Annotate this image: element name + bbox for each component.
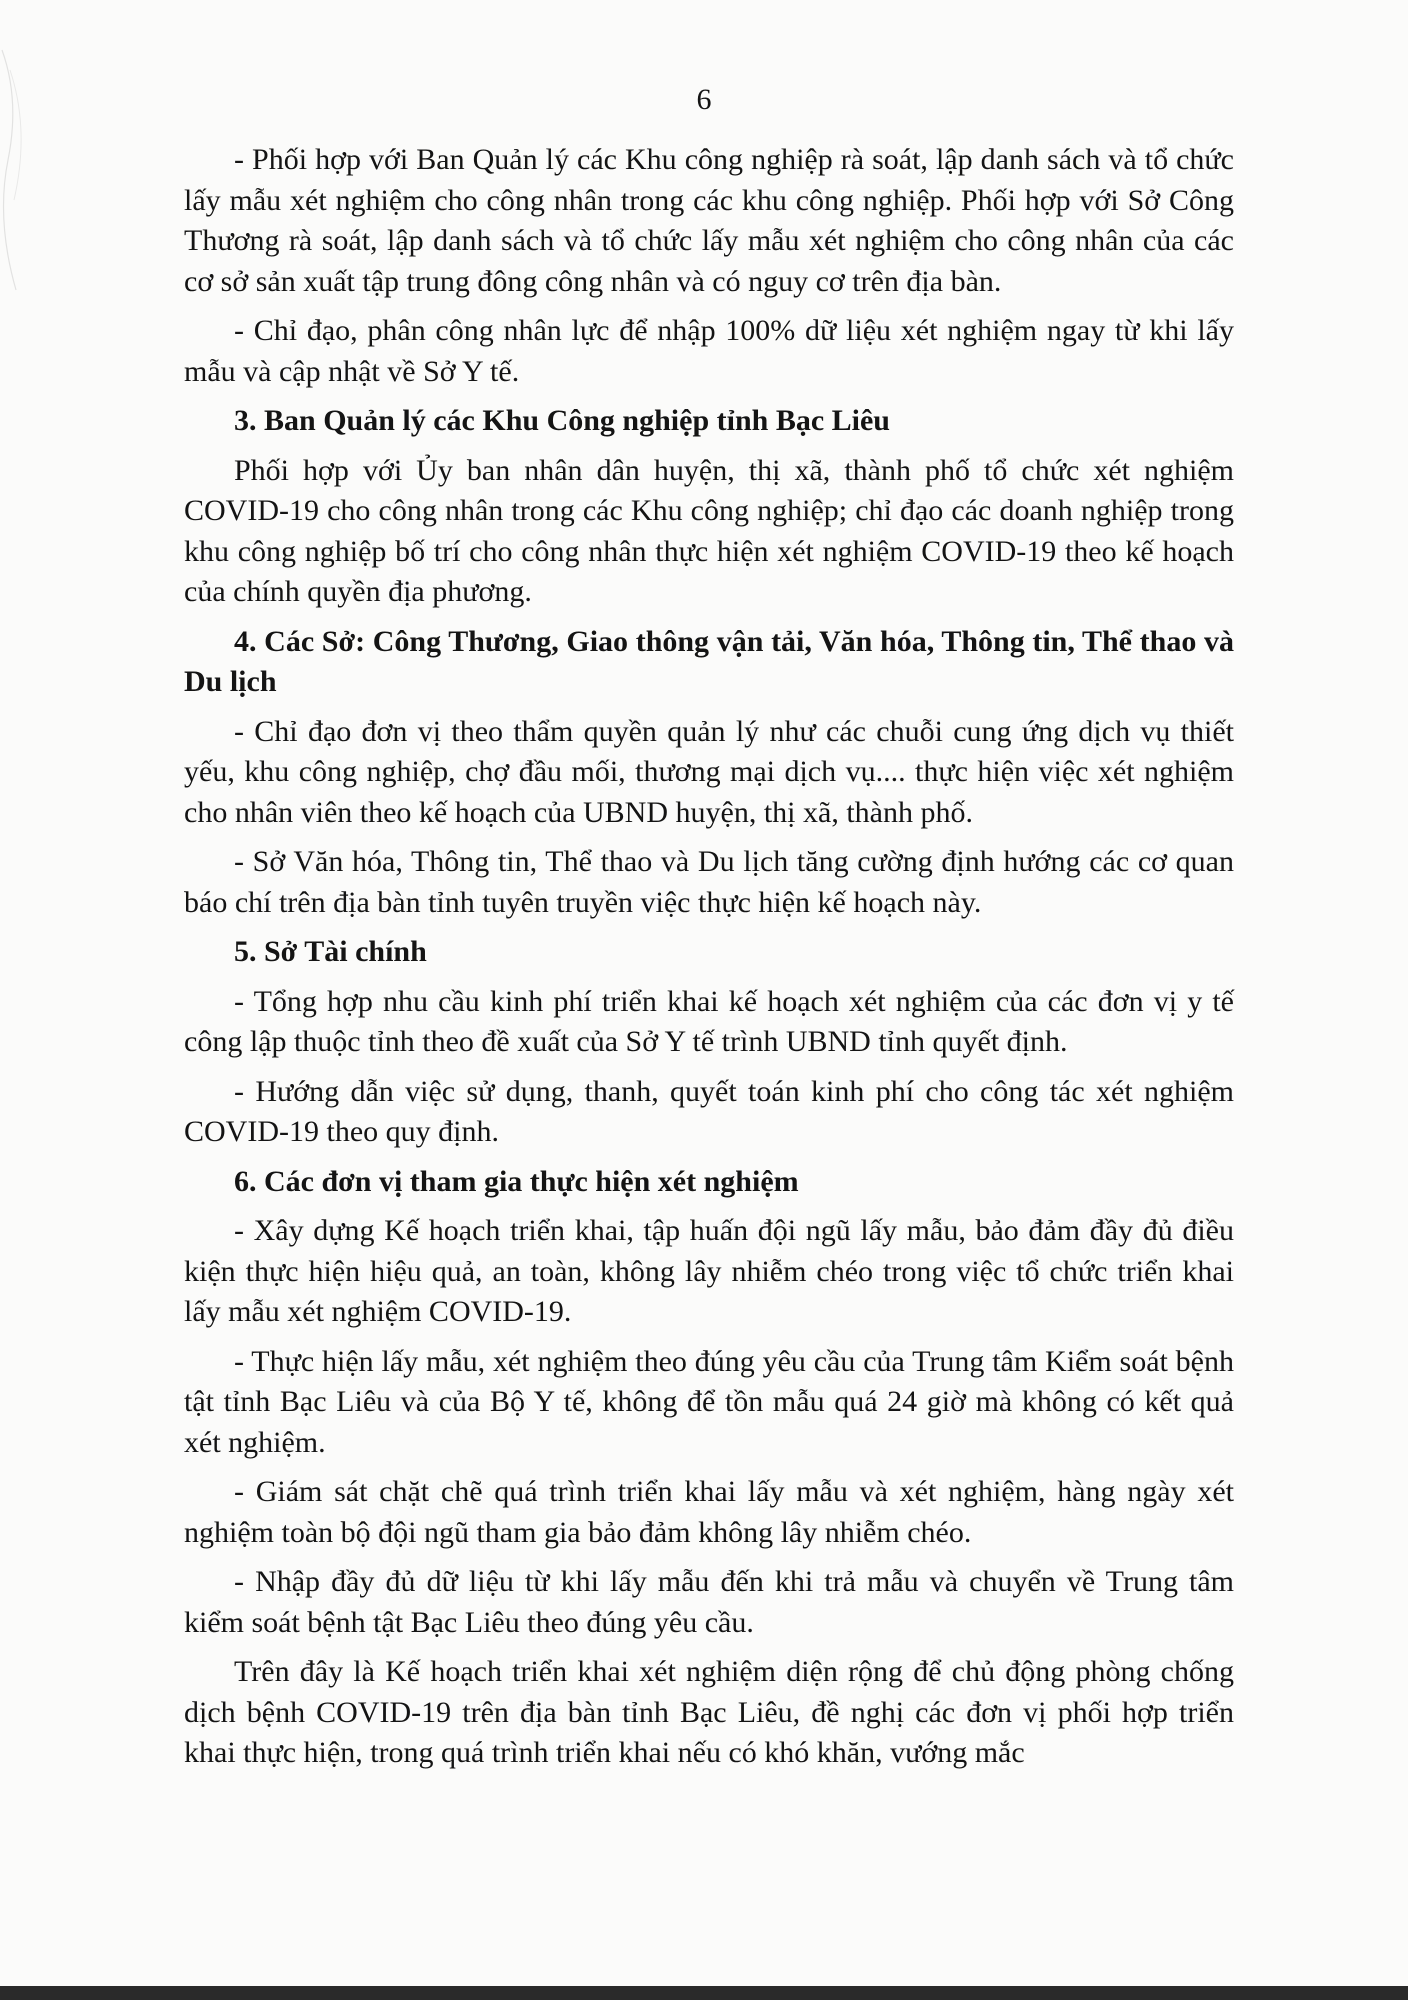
heading-section-6: 6. Các đơn vị tham gia thực hiện xét nghiệm	[234, 1164, 799, 1198]
paragraph-closing: Trên đây là Kế hoạch triển khai xét nghiệm diện rộng để chủ động phòng chống dịch bệnh COVID-19 trên địa bàn tỉnh Bạc Liêu, đề nghị các đơn vị phối hợp triển khai thực hiện, trong quá trình triển khai nếu có khó khăn, vướng mắc	[184, 1655, 1234, 1769]
scan-bottom-edge	[0, 1986, 1408, 2000]
document-body	[184, 140, 1234, 1783]
paragraph-section-6-supervision: - Giám sát chặt chẽ quá trình triển khai lấy mẫu và xét nghiệm, hàng ngày xét nghiệm toàn bộ đội ngũ tham gia bảo đảm không lây nhiễm chéo.	[184, 1475, 1234, 1549]
paragraph-coordinate-industrial-zones: - Phối hợp với Ban Quản lý các Khu công nghiệp rà soát, lập danh sách và tổ chức lấy mẫu xét nghiệm cho công nhân trong các khu công nghiệp. Phối hợp với Sở Công Thương rà soát, lập danh sách và tổ chức lấy mẫu xét nghiệm cho công nhân của các cơ sở sản xuất tập trung đông công nhân và có nguy cơ trên địa bàn.	[184, 143, 1234, 298]
paragraph-section-5-budget: - Tổng hợp nhu cầu kinh phí triển khai kế hoạch xét nghiệm của các đơn vị y tế công lập thuộc tỉnh theo đề xuất của Sở Y tế trình UBND tỉnh quyết định.	[184, 984, 1234, 1058]
paragraph-section-6-sampling: - Thực hiện lấy mẫu, xét nghiệm theo đúng yêu cầu của Trung tâm Kiểm soát bệnh tật tỉnh Bạc Liêu và của Bộ Y tế, không để tồn mẫu quá 24 giờ mà không có kết quả xét nghiệm.	[184, 1344, 1234, 1459]
paragraph-data-entry: - Chỉ đạo, phân công nhân lực để nhập 100% dữ liệu xét nghiệm ngay từ khi lấy mẫu và cập nhật về Sở Y tế.	[184, 314, 1234, 388]
page-number: 6	[696, 83, 712, 116]
paragraph-section-4-media: - Sở Văn hóa, Thông tin, Thể thao và Du lịch tăng cường định hướng các cơ quan báo chí trên địa bàn tỉnh tuyên truyền việc thực hiện kế hoạch này.	[184, 845, 1234, 919]
paragraph-section-6-data-entry: - Nhập đầy đủ dữ liệu từ khi lấy mẫu đến khi trả mẫu và chuyển về Trung tâm kiểm soát bệnh tật Bạc Liêu theo đúng yêu cầu.	[184, 1565, 1234, 1639]
heading-section-5: 5. Sở Tài chính	[234, 935, 427, 968]
heading-section-4: 4. Các Sở: Công Thương, Giao thông vận tải, Văn hóa, Thông tin, Thể thao và Du lịch	[184, 624, 1234, 698]
paragraph-section-3: Phối hợp với Ủy ban nhân dân huyện, thị xã, thành phố tổ chức xét nghiệm COVID-19 cho công nhân trong các Khu công nghiệp; chỉ đạo các doanh nghiệp trong khu công nghiệp bố trí cho công nhân thực hiện xét nghiệm COVID-19 theo kế hoạch của chính quyền địa phương.	[184, 453, 1234, 608]
paragraph-section-4-direct: - Chỉ đạo đơn vị theo thẩm quyền quản lý như các chuỗi cung ứng dịch vụ thiết yếu, khu công nghiệp, chợ đầu mối, thương mại dịch vụ.... thực hiện việc xét nghiệm cho nhân viên theo kế hoạch của UBND huyện, thị xã, thành phố.	[184, 714, 1234, 829]
scan-edge-mark	[0, 40, 40, 300]
heading-section-3: 3. Ban Quản lý các Khu Công nghiệp tỉnh Bạc Liêu	[234, 404, 890, 437]
paragraph-section-6-plan: - Xây dựng Kế hoạch triển khai, tập huấn đội ngũ lấy mẫu, bảo đảm đầy đủ điều kiện thực hiện hiệu quả, an toàn, không lây nhiễm chéo trong việc tổ chức triển khai lấy mẫu xét nghiệm COVID-19.	[184, 1214, 1234, 1328]
paragraph-section-5-guidance: - Hướng dẫn việc sử dụng, thanh, quyết toán kinh phí cho công tác xét nghiệm COVID-19 theo quy định.	[184, 1074, 1234, 1148]
